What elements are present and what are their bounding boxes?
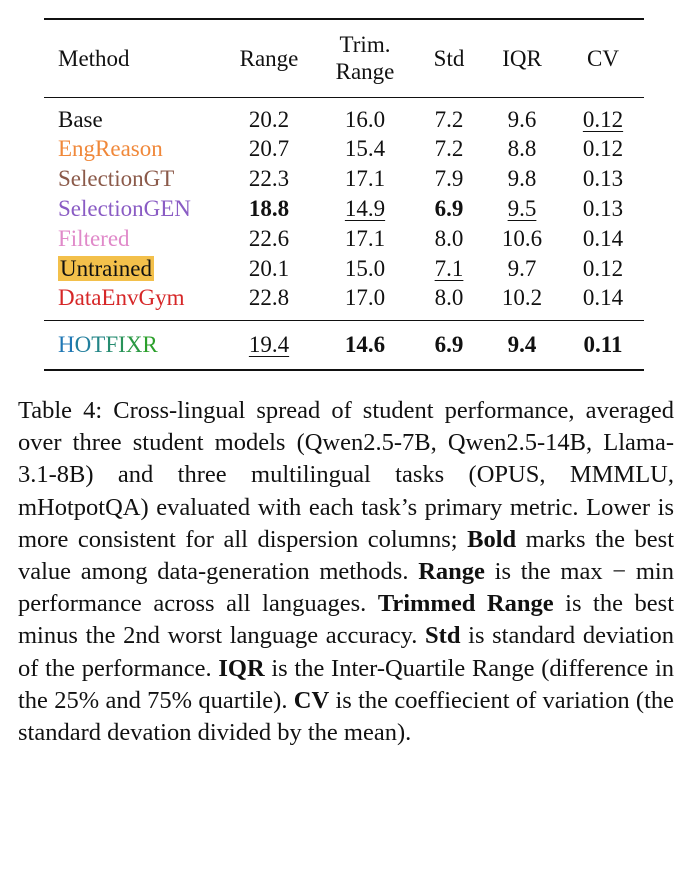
caption-text: marks the best value among data-generation methods.	[18, 525, 674, 586]
cell-range: 18.8	[248, 195, 290, 221]
hotfixr-letter: O	[74, 331, 92, 357]
hotfixr-letter: T	[91, 331, 106, 357]
table-row-engreason	[44, 134, 644, 164]
cell-trim-range: 17.0	[344, 284, 386, 310]
cell-cv: 0.11	[562, 320, 644, 370]
cell-std: 7.2	[434, 135, 464, 161]
table-row-selectiongt	[44, 164, 644, 194]
header-method: Method	[58, 45, 130, 71]
cell-iqr: 9.7	[507, 255, 537, 281]
table-row-selectiongen	[44, 194, 644, 224]
method-name: DataEnvGym	[58, 284, 185, 310]
caption-text: is the coeffiecient of variation (the standard devation divided by the mean).	[18, 686, 675, 747]
table-body-methods	[44, 97, 644, 320]
caption-bold-term: CV	[293, 686, 330, 714]
method-name: EngReason	[58, 135, 163, 161]
header-std: Std	[433, 45, 465, 71]
cell-range	[224, 320, 314, 370]
method-name: Filtered	[58, 225, 130, 251]
cell-range: 20.2	[248, 106, 290, 132]
cell-trim-range: 14.6	[314, 320, 416, 370]
method-name-cell	[44, 254, 224, 284]
caption-bold-term: IQR	[218, 654, 265, 682]
method-name-hotfixr	[44, 320, 224, 370]
caption-text: is standard deviation of the performance.	[18, 622, 674, 682]
method-name: SelectionGT	[58, 165, 175, 191]
cell-iqr: 9.4	[482, 320, 562, 370]
cell-iqr: 8.8	[507, 135, 537, 161]
cell-cv: 0.12	[582, 255, 624, 281]
cell-iqr	[482, 194, 562, 224]
cell-cv	[562, 97, 644, 134]
hotfixr-letter: F	[105, 331, 119, 357]
cell-trim-range: 16.0	[344, 106, 386, 132]
results-table-container	[44, 18, 644, 371]
cell-range-value: 19.4	[248, 331, 290, 357]
caption-bold-term: Std	[425, 622, 461, 650]
caption-text: is the Inter-Quartile Range (difference in the 25% and 75% quartile).	[18, 654, 675, 714]
cell-range: 20.1	[248, 255, 290, 281]
header-iqr: IQR	[502, 45, 542, 71]
caption-bold-term: Trimmed Range	[377, 590, 554, 618]
table-header	[44, 19, 644, 97]
cell-range: 22.6	[248, 225, 290, 251]
cell-std: 7.2	[434, 106, 464, 132]
cell-trim-range	[314, 194, 416, 224]
cell-std: 8.0	[434, 284, 464, 310]
cell-std	[416, 254, 482, 284]
cell-iqr: 9.8	[507, 165, 537, 191]
cell-iqr: 10.6	[501, 225, 543, 251]
header-trim-line2: Range	[335, 59, 395, 85]
caption-text: is the max − min performance across all languages.	[18, 558, 674, 618]
cell-cv: 0.14	[582, 225, 624, 251]
table-row-hotfixr	[44, 320, 644, 370]
table-caption	[18, 395, 674, 749]
method-name: SelectionGEN	[58, 195, 191, 221]
cell-std-value: 7.1	[434, 255, 464, 281]
cell-cv: 0.14	[582, 284, 624, 310]
cell-cv-value: 0.12	[582, 106, 624, 132]
cell-trim-range: 15.4	[344, 135, 386, 161]
table-body-ours	[44, 320, 644, 370]
table-row-filtered	[44, 224, 644, 254]
cell-trim-range: 17.1	[344, 225, 386, 251]
hotfixr-letter: I	[118, 331, 126, 357]
cell-iqr: 10.2	[501, 284, 543, 310]
cell-iqr-value: 9.5	[507, 195, 537, 221]
cell-cv: 0.13	[582, 165, 624, 191]
table-row-base	[44, 97, 644, 134]
cell-trim-range: 17.1	[344, 165, 386, 191]
cell-std: 8.0	[434, 225, 464, 251]
header-trim-range	[314, 19, 416, 97]
caption-text: is the best minus the 2nd worst language accuracy.	[18, 590, 674, 650]
caption-text: Table 4: Cross-lingual spread of student performance, averaged over three student models (Qwen2.5-7B, Qwen2.5-14B, Llama-3.1-8B) and three multilingual tasks (OPUS, MMMLU, mHotpotQA) evaluated with each task’s primary metric. Lower is more consistent for all dispersion columns;	[18, 397, 674, 553]
cell-range: 22.8	[248, 284, 290, 310]
table-row-untrained	[44, 254, 644, 284]
method-name-highlighted: Untrained	[60, 255, 152, 281]
cell-cv: 0.12	[582, 135, 624, 161]
cell-std: 6.9	[434, 195, 464, 221]
header-cv: CV	[587, 45, 619, 71]
hotfixr-gradient-text	[58, 332, 158, 357]
cell-std: 6.9	[416, 320, 482, 370]
cell-iqr: 9.6	[507, 106, 537, 132]
caption-bold-term: Range	[418, 558, 485, 586]
cell-std: 7.9	[434, 165, 464, 191]
cell-cv: 0.13	[582, 195, 624, 221]
caption-bold-term: Bold	[467, 525, 517, 553]
cell-range: 22.3	[248, 165, 290, 191]
cell-trim-value: 14.9	[344, 195, 386, 221]
results-table	[44, 18, 644, 371]
method-name: Base	[58, 106, 103, 132]
table-row-dataenvgym	[44, 284, 644, 321]
cell-trim-range: 15.0	[344, 255, 386, 281]
hotfixr-letter: R	[142, 331, 158, 357]
hotfixr-letter: X	[125, 331, 143, 357]
header-range: Range	[239, 45, 299, 71]
cell-range: 20.7	[248, 135, 290, 161]
header-trim-line1: Trim.	[339, 32, 391, 58]
hotfixr-letter: H	[58, 331, 75, 357]
